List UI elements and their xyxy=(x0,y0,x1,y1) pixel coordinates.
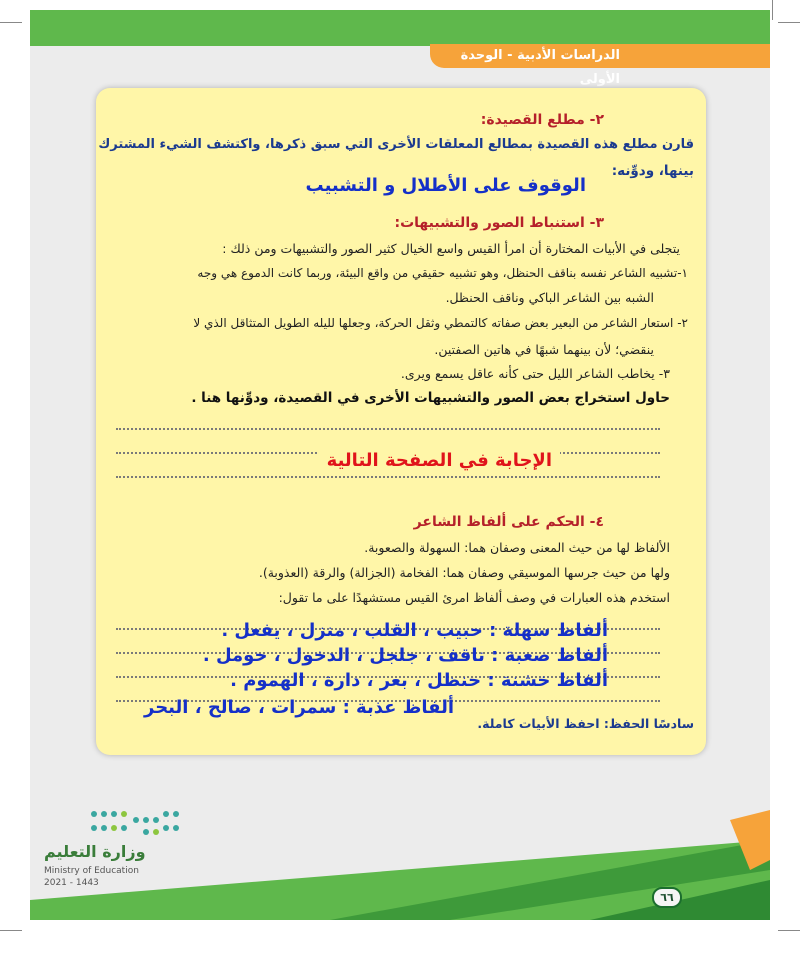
memorize-instruction: سادسًا الحفظ: احفظ الأبيات كاملة. xyxy=(477,716,694,731)
page-number: ٦٦ xyxy=(652,887,682,908)
top-green-band xyxy=(30,10,770,46)
words-harsh: ألفاظ خشنة : حنظل ، بعر ، دارة ، الهموم . xyxy=(230,670,608,691)
ministry-name-en: Ministry of Education xyxy=(44,866,139,876)
answer-line xyxy=(116,476,660,478)
answer-line xyxy=(116,428,660,430)
crop-mark xyxy=(778,930,800,931)
section3-heading: ٣- استنباط الصور والتشبيهات: xyxy=(394,215,604,231)
section4-line3: استخدم هذه العبارات في وصف ألفاظ امرئ القيس مستشهدًا على ما تقول: xyxy=(278,590,670,605)
section3-task: حاول استخراج بعض الصور والتشبيهات الأخرى في القصيدة، ودوِّنها هنا . xyxy=(191,390,670,406)
section3-item2-line2: ينقضي؛ لأن بينهما شبهًا في هاتين الصفتين. xyxy=(434,342,654,357)
ministry-name-ar: وزارة التعليم xyxy=(44,842,146,861)
section4-line2: ولها من حيث جرسها الموسيقي وصفان هما: الفخامة (الجزالة) والرقة (العذوبة). xyxy=(258,565,670,580)
section3-item3: ٣- يخاطب الشاعر الليل حتى كأنه عاقل يسمع ويرى. xyxy=(400,366,670,381)
crop-mark xyxy=(778,22,800,23)
unit-header: الدراسات الأدبية - الوحدة الأولى xyxy=(430,44,770,68)
section3-item1-line2: الشبه بين الشاعر الباكي وناقف الحنظل. xyxy=(445,290,654,305)
section3-answer: الإجابة في الصفحة التالية xyxy=(319,450,560,471)
words-easy: ألفاظ سهلة : حبيب ، القلب ، منزل ، يفعل . xyxy=(221,620,608,641)
crop-mark xyxy=(0,22,22,23)
crop-mark xyxy=(772,0,773,20)
section4-heading: ٤- الحكم على ألفاظ الشاعر xyxy=(413,514,604,530)
section2-answer: الوقوف على الأطلال و التشبيب xyxy=(305,175,586,196)
crop-mark xyxy=(0,930,22,931)
section4-line1: الألفاظ لها من حيث المعنى وصفان هما: السهولة والصعوبة. xyxy=(364,540,670,555)
section3-item2-line1: ٢- استعار الشاعر من البعير بعض صفاته كالتمطي وثقل الحركة، وجعلها لليله الطويل المتثاقل الذي لا xyxy=(193,316,688,330)
ministry-logo-icon xyxy=(86,806,186,840)
words-sweet: ألفاظ عذبة : سمرات ، صالح ، البحر xyxy=(144,697,454,718)
section3-item1-line1: ١-تشبيه الشاعر نفسه بناقف الحنظل، وهو تشبيه حقيقي من واقع البيئة، وربما كانت الدموع هي وجه xyxy=(197,266,688,280)
section2-question-line2: بينها، ودوِّنه: xyxy=(611,163,694,179)
words-difficult: ألفاظ صعبة : ناقف ، جلجل ، الدخول ، حومل . xyxy=(202,645,608,666)
edition-year: 2021 - 1443 xyxy=(44,878,99,888)
section2-question-line1: قارن مطلع هذه القصيدة بمطالع المعلقات الأخرى التي سبق ذكرها، واكتشف الشيء المشترك xyxy=(98,137,694,152)
section3-intro: يتجلى في الأبيات المختارة أن امرأ القيس واسع الخيال كثير الصور والتشبيهات ومن ذلك : xyxy=(222,241,680,256)
section2-heading: ٢- مطلع القصيدة: xyxy=(480,112,604,128)
